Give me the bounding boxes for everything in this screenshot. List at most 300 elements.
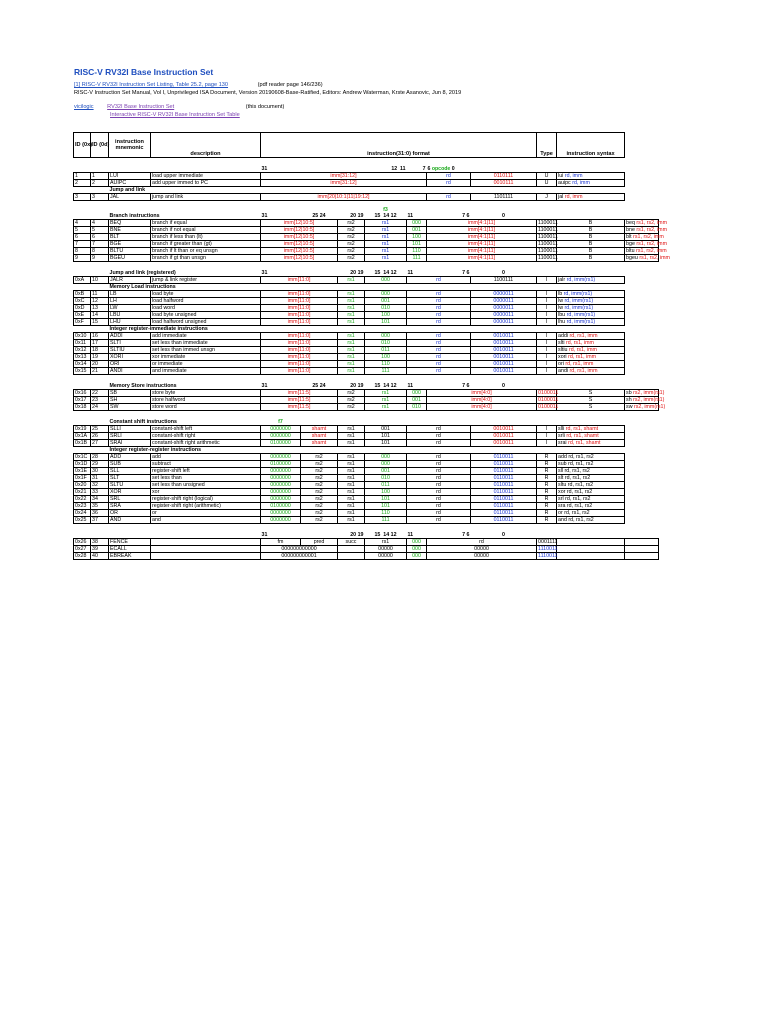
bit-20-19: 20 19 bbox=[350, 532, 364, 538]
syntax-args: rd, rs1, shamt bbox=[568, 440, 601, 446]
row-jalr bbox=[74, 277, 659, 284]
syntax-args: rd, rs1, rs2 bbox=[567, 482, 594, 488]
cell-description: set less than immediate bbox=[151, 340, 261, 347]
cell-rs1: rs1 bbox=[365, 539, 407, 546]
cell-f3: 101 bbox=[365, 496, 407, 503]
syntax-args: rd, rs1, rs2 bbox=[568, 517, 594, 523]
cell-rs1: rs1 bbox=[338, 433, 365, 440]
cell-f3: 001 bbox=[365, 298, 407, 305]
bit-15: 15 bbox=[374, 270, 381, 276]
row-intreg bbox=[74, 482, 659, 489]
cell-description: subtract bbox=[151, 461, 261, 468]
cell-syntax bbox=[625, 553, 659, 560]
cell-description: branch if greater than (gt) bbox=[151, 241, 261, 248]
cell-syntax bbox=[557, 517, 625, 524]
cell-id-hex: 4 bbox=[74, 220, 91, 227]
cell-opcode: 0000011 bbox=[471, 305, 537, 312]
cell-rd: rd bbox=[407, 517, 471, 524]
cell-syntax bbox=[557, 319, 625, 326]
cell-type: S bbox=[557, 404, 625, 411]
cell-mnemonic: SLL bbox=[109, 468, 151, 475]
listing-link[interactable]: [1] RISC-V RV32I Instruction Set Listing, Table 25.2, page 130 bbox=[74, 82, 229, 88]
bit-20-19: 20 19 bbox=[350, 270, 364, 276]
syntax-args: rs1, rs2, imm bbox=[636, 220, 667, 226]
cell-opcode: 1101111 bbox=[471, 194, 537, 201]
syntax-mnemonic: andi bbox=[558, 368, 569, 374]
cell-type: I bbox=[537, 333, 557, 340]
cell-mnemonic: XORI bbox=[109, 354, 151, 361]
cell-rs1: rs1 bbox=[338, 454, 365, 461]
bit-7-6: 7 6 bbox=[462, 383, 470, 389]
cell-description: branch if gt than unsgn bbox=[151, 255, 261, 262]
bit-11: 11 bbox=[407, 532, 414, 538]
cell-f3: 000 bbox=[365, 277, 407, 284]
cell-id-hex: 0x17 bbox=[74, 397, 91, 404]
cell-rs2: rs2 bbox=[338, 241, 365, 248]
cell-id-hex: 0xD bbox=[74, 305, 91, 312]
cell-id-hex: 9 bbox=[74, 255, 91, 262]
cell-type: I bbox=[537, 426, 557, 433]
bitrow-utype bbox=[74, 158, 659, 173]
cell-f3: 101 bbox=[365, 319, 407, 326]
cell-rs1: rs1 bbox=[338, 340, 365, 347]
cell-id-dec: 5 bbox=[91, 227, 109, 234]
cell-mnemonic: SRL bbox=[109, 496, 151, 503]
bit-11: 11 bbox=[400, 166, 406, 172]
cell-f7: 0100000 bbox=[261, 503, 301, 510]
cell-f3: 111 bbox=[365, 517, 407, 524]
cell-opcode: 0110011 bbox=[471, 482, 537, 489]
cell-type: I bbox=[537, 347, 557, 354]
cell-description: branch if less than (lt) bbox=[151, 234, 261, 241]
cell-f3: 000 bbox=[407, 539, 427, 546]
syntax-args: rs2, imm(rs1) bbox=[634, 404, 666, 410]
bit-14-12: 14 12 bbox=[383, 270, 397, 276]
cell-f7: 0000000 bbox=[261, 454, 301, 461]
cell-type: R bbox=[537, 517, 557, 524]
cell-syntax bbox=[557, 361, 625, 368]
cell-imm: imm[11:0] bbox=[261, 312, 338, 319]
bit-15-12 bbox=[365, 262, 407, 277]
cell-description: load upper immediate bbox=[151, 173, 261, 180]
cell-mnemonic: EBREAK bbox=[109, 553, 151, 560]
cell-imm-high: imm[12|10:5] bbox=[261, 227, 338, 234]
cell-syntax bbox=[557, 180, 625, 187]
cell-fm: fm bbox=[261, 539, 301, 546]
syntax-args: rs1, rs2, imm bbox=[633, 234, 664, 240]
cell-type: I bbox=[537, 277, 557, 284]
cell-f3: 011 bbox=[365, 347, 407, 354]
syntax-args: rd, imm(rs1) bbox=[566, 312, 596, 318]
cell-description: branch if equal bbox=[151, 220, 261, 227]
cell-syntax bbox=[557, 468, 625, 475]
cell-rs1: rs1 bbox=[338, 426, 365, 433]
cell-mnemonic: JAL bbox=[109, 194, 151, 201]
f7-label: f7 bbox=[278, 419, 283, 425]
row-load bbox=[74, 305, 659, 312]
cell-rs2: rs2 bbox=[301, 489, 338, 496]
syntax-mnemonic: xor bbox=[558, 489, 566, 495]
cell-id-dec: 33 bbox=[91, 489, 109, 496]
cell-f3: 001 bbox=[407, 227, 427, 234]
cell-mnemonic: ORI bbox=[109, 361, 151, 368]
cell-rd: rd bbox=[407, 482, 471, 489]
cell-imm: imm[31:12] bbox=[261, 180, 427, 187]
cell-id-hex: 0x15 bbox=[74, 368, 91, 375]
cell-rs1: rs1 bbox=[365, 220, 407, 227]
cell-description: load byte unsigned bbox=[151, 312, 261, 319]
cell-id-hex: 0x26 bbox=[74, 539, 91, 546]
cell-shamt: shamt bbox=[301, 433, 338, 440]
cell-imm-high: imm[12|10:5] bbox=[261, 241, 338, 248]
cell-f3: 101 bbox=[365, 440, 407, 447]
bit-20-19: 20 19 bbox=[350, 383, 364, 389]
cell-imm-low: imm[4:0] bbox=[427, 390, 537, 397]
syntax-mnemonic: jalr bbox=[558, 277, 566, 283]
cell-rd: rd bbox=[407, 354, 471, 361]
cell-id-hex: 0xE bbox=[74, 312, 91, 319]
cell-id-hex: 0x27 bbox=[74, 546, 91, 553]
cell-rd: rd bbox=[407, 433, 471, 440]
syntax-mnemonic: add bbox=[558, 454, 567, 460]
cell-mnemonic: SW bbox=[109, 404, 151, 411]
syntax-args: rd, rs1, rs2 bbox=[564, 475, 591, 481]
cell-f3: 000 bbox=[365, 461, 407, 468]
cell-rs1: rs1 bbox=[365, 241, 407, 248]
cell-description: add upper immed to PC bbox=[151, 180, 261, 187]
cell-description: set less than immed unsgn bbox=[151, 347, 261, 354]
header-syntax: instruction syntax bbox=[557, 133, 625, 158]
cell-id-dec: 6 bbox=[91, 234, 109, 241]
cell-type: I bbox=[537, 305, 557, 312]
syntax-args: rd, imm(rs1) bbox=[566, 277, 596, 283]
row-branch bbox=[74, 241, 659, 248]
cell-rs1: rs1 bbox=[365, 390, 407, 397]
cell-imm: 000000000000 bbox=[261, 546, 338, 553]
cell-id-hex: 0xB bbox=[74, 291, 91, 298]
cell-imm: imm[11:0] bbox=[261, 340, 338, 347]
cell-rd: rd bbox=[407, 298, 471, 305]
syntax-mnemonic: and bbox=[558, 517, 567, 523]
row-shift bbox=[74, 433, 659, 440]
section-store: Memory Store instructions bbox=[109, 383, 177, 389]
syntax-mnemonic: bltu bbox=[626, 248, 635, 254]
cell-id-dec: 35 bbox=[91, 503, 109, 510]
cell-type: I bbox=[537, 361, 557, 368]
cell-rs1: rs1 bbox=[338, 475, 365, 482]
cell-description: register-shift right (logical) bbox=[151, 496, 261, 503]
bit-7-6: 7 6 bbox=[462, 532, 470, 538]
syntax-args: rd, rs1, imm bbox=[569, 333, 598, 339]
cell-mnemonic: LBU bbox=[109, 312, 151, 319]
cell-opcode: 0010011 bbox=[471, 368, 537, 375]
bit-25-24: 25 24 bbox=[312, 213, 326, 219]
syntax-args: rd, rs1, rs2 bbox=[564, 510, 590, 516]
cell-f3: 100 bbox=[365, 489, 407, 496]
cell-f3: 010 bbox=[365, 305, 407, 312]
cell-mnemonic: ECALL bbox=[109, 546, 151, 553]
cell-succ: succ bbox=[338, 539, 365, 546]
cell-opcode: 0010011 bbox=[471, 426, 537, 433]
row-load bbox=[74, 291, 659, 298]
syntax-mnemonic: lw bbox=[558, 298, 564, 304]
cell-mnemonic: SRAI bbox=[109, 440, 151, 447]
row-jal bbox=[74, 194, 659, 201]
section-jump-link bbox=[74, 187, 659, 194]
cell-opcode: 0100011 bbox=[538, 390, 559, 396]
cell-id-dec: 15 bbox=[91, 319, 109, 326]
cell-rs1: rs1 bbox=[365, 255, 407, 262]
header-format: instruction(31:0) format bbox=[261, 133, 537, 158]
cell-f7: 0000000 bbox=[261, 510, 301, 517]
cell-id-hex: 6 bbox=[74, 234, 91, 241]
cell-description: constant-shift right arithmetic bbox=[151, 440, 261, 447]
cell-syntax bbox=[557, 340, 625, 347]
cell-syntax bbox=[557, 277, 625, 284]
cell-syntax bbox=[557, 291, 625, 298]
table-link-note: (this document) bbox=[245, 104, 285, 110]
cell-id-hex: 2 bbox=[74, 180, 91, 187]
row-intreg bbox=[74, 475, 659, 482]
cell-description: branch if not equal bbox=[151, 227, 261, 234]
listing-page-note: (pdf reader page 146/236) bbox=[257, 82, 323, 88]
cell-type: R bbox=[537, 461, 557, 468]
bit-0: 0 bbox=[502, 383, 505, 389]
cell-syntax bbox=[557, 440, 625, 447]
cell-f3: 101 bbox=[407, 241, 427, 248]
cell-id-dec: 2 bbox=[91, 180, 109, 187]
syntax-args: rd, imm bbox=[572, 180, 590, 186]
row-intreg bbox=[74, 510, 659, 517]
cell-description: jump and link bbox=[151, 194, 261, 201]
row-load bbox=[74, 312, 659, 319]
cell-rd: rd bbox=[407, 426, 471, 433]
cell-syntax bbox=[557, 510, 625, 517]
cell-type: B bbox=[557, 234, 625, 241]
cell-type bbox=[557, 546, 625, 553]
cell-id-dec: 40 bbox=[91, 553, 109, 560]
cell-description: add bbox=[151, 454, 261, 461]
cell-rs1: rs1 bbox=[338, 291, 365, 298]
cell-id-hex: 0x24 bbox=[74, 510, 91, 517]
cell-description: store word bbox=[151, 404, 261, 411]
cell-syntax bbox=[625, 255, 670, 262]
bit-0: 0 bbox=[502, 532, 505, 538]
cell-imm-high: imm[11:5] bbox=[261, 390, 338, 397]
cell-imm-high: imm[12|10:5] bbox=[261, 248, 338, 255]
section-shift: Constant shift instructions bbox=[109, 419, 177, 425]
row-branch bbox=[74, 248, 659, 255]
row-intreg bbox=[74, 489, 659, 496]
syntax-mnemonic: sltu bbox=[558, 482, 567, 488]
cell-imm-low: imm[4:1|11] bbox=[427, 255, 537, 262]
cell-rd: rd bbox=[407, 496, 471, 503]
syntax-args: rd, rs1, imm bbox=[569, 368, 598, 374]
cell-description: xor immediate bbox=[151, 354, 261, 361]
cell-f7: 0100000 bbox=[261, 461, 301, 468]
cell-rs1: rs1 bbox=[338, 361, 365, 368]
syntax-args: rd, imm(rs1) bbox=[564, 298, 594, 304]
bit-31: 31 bbox=[261, 166, 268, 172]
syntax-mnemonic: auipc bbox=[558, 180, 571, 186]
cell-mnemonic: BLT bbox=[109, 234, 151, 241]
bit-15: 15 bbox=[374, 532, 381, 538]
header-id-hex: ID (0x) bbox=[74, 133, 91, 158]
bit-25-24: 25 24 bbox=[312, 383, 326, 389]
cell-id-hex: 0x1C bbox=[74, 454, 91, 461]
cell-f3: 010 bbox=[365, 475, 407, 482]
cell-opcode: 0010011 bbox=[471, 333, 537, 340]
cell-id-hex: 0x1A bbox=[74, 433, 91, 440]
cell-description: jump & link register bbox=[151, 277, 261, 284]
cell-f3: 100 bbox=[407, 234, 427, 241]
cell-rd: rd bbox=[407, 312, 471, 319]
reference-line-1 bbox=[74, 82, 323, 88]
vicilogic-link[interactable]: vicilogic bbox=[74, 104, 94, 110]
cell-mnemonic: SH bbox=[109, 397, 151, 404]
syntax-args: rd, imm(rs1) bbox=[566, 319, 596, 325]
syntax-mnemonic: lui bbox=[558, 173, 564, 179]
cell-type: I bbox=[537, 319, 557, 326]
cell-opcode: 0110011 bbox=[471, 475, 537, 482]
row-branch bbox=[74, 234, 659, 241]
cell-syntax bbox=[557, 503, 625, 510]
bitrow-sys bbox=[74, 524, 659, 539]
cell-description bbox=[151, 553, 261, 560]
section-int-imm bbox=[74, 326, 659, 333]
cell-id-hex: 0x18 bbox=[74, 404, 91, 411]
section-title: Memory Load instructions bbox=[109, 284, 176, 290]
cell-description: constant-shift left bbox=[151, 426, 261, 433]
row-lui bbox=[74, 173, 659, 180]
cell-id-hex: 0x19 bbox=[74, 426, 91, 433]
cell-opcode: 0110011 bbox=[471, 461, 537, 468]
cell-id-hex: 0x23 bbox=[74, 503, 91, 510]
cell-description: and immediate bbox=[151, 368, 261, 375]
row-system bbox=[74, 539, 659, 546]
header-mnemonic: instruction mnemonic bbox=[109, 133, 151, 158]
cell-id-dec: 10 bbox=[91, 277, 109, 284]
syntax-args: rd, rs1, rs2 bbox=[568, 454, 594, 460]
syntax-args: rd, rs1, rs2 bbox=[566, 489, 593, 495]
table-link[interactable]: RV32I Base Instruction Set bbox=[107, 104, 175, 110]
cell-syntax bbox=[557, 347, 625, 354]
section-branch: Branch instructions bbox=[109, 213, 160, 219]
cell-id-hex: 0x1B bbox=[74, 440, 91, 447]
cell-syntax bbox=[625, 539, 659, 546]
cell-rs1: rs1 bbox=[338, 482, 365, 489]
interactive-link[interactable] bbox=[110, 112, 240, 118]
table-header bbox=[74, 133, 659, 158]
bit-15: 15 bbox=[374, 213, 381, 219]
cell-id-dec: 23 bbox=[91, 397, 109, 404]
cell-type: R bbox=[537, 468, 557, 475]
cell-rd: rd bbox=[407, 454, 471, 461]
cell-mnemonic: LW bbox=[109, 305, 151, 312]
cell-rd: rd bbox=[407, 503, 471, 510]
bit-31: 31 bbox=[261, 383, 268, 389]
cell-imm: imm[11:0] bbox=[261, 298, 338, 305]
cell-id-dec: 28 bbox=[91, 454, 109, 461]
syntax-args: rd, imm(rs1) bbox=[564, 305, 594, 311]
syntax-args: rd, rs1, imm bbox=[565, 361, 594, 367]
cell-rs2: rs2 bbox=[301, 475, 338, 482]
cell-description: xor bbox=[151, 489, 261, 496]
cell-syntax bbox=[557, 173, 625, 180]
cell-mnemonic: SLLI bbox=[109, 426, 151, 433]
cell-shamt: shamt bbox=[301, 440, 338, 447]
cell-rs2: rs2 bbox=[301, 454, 338, 461]
header-description: description bbox=[151, 133, 261, 158]
cell-rs2: rs2 bbox=[338, 255, 365, 262]
bit-31: 31 bbox=[261, 270, 268, 276]
row-intimm bbox=[74, 361, 659, 368]
cell-id-dec: 7 bbox=[91, 241, 109, 248]
cell-type: I bbox=[537, 433, 557, 440]
cell-id-hex: 0x1D bbox=[74, 461, 91, 468]
cell-empty bbox=[338, 553, 365, 560]
cell-rs2: rs2 bbox=[338, 227, 365, 234]
cell-rs1: rs1 bbox=[338, 298, 365, 305]
row-intreg bbox=[74, 468, 659, 475]
cell-imm: imm[20|10:1|11|19:12] bbox=[261, 194, 427, 201]
cell-type: I bbox=[537, 340, 557, 347]
cell-type: U bbox=[537, 180, 557, 187]
row-auipc bbox=[74, 180, 659, 187]
cell-imm: imm[11:0] bbox=[261, 291, 338, 298]
cell-imm: imm[11:0] bbox=[261, 305, 338, 312]
cell-syntax bbox=[557, 475, 625, 482]
cell-syntax bbox=[625, 248, 667, 255]
cell-mnemonic: SRLI bbox=[109, 433, 151, 440]
cell-id-hex: 0x28 bbox=[74, 553, 91, 560]
row-intimm bbox=[74, 347, 659, 354]
cell-rs1: rs1 bbox=[338, 319, 365, 326]
cell-id-dec: 1 bbox=[91, 173, 109, 180]
cell-syntax bbox=[557, 354, 625, 361]
cell-type: R bbox=[537, 482, 557, 489]
cell-opcode: 0000011 bbox=[471, 312, 537, 319]
cell-imm: imm[11:0] bbox=[261, 347, 338, 354]
cell-rd: 00000 bbox=[427, 546, 537, 553]
cell-id-hex: 7 bbox=[74, 241, 91, 248]
bit-12: 12 bbox=[391, 166, 398, 172]
syntax-mnemonic: ori bbox=[558, 361, 564, 367]
cell-rs1: rs1 bbox=[338, 277, 365, 284]
interactive-link-text[interactable]: Interactive RISC-V RV32I Base Instruction Set Table bbox=[110, 112, 240, 118]
cell-mnemonic: FENCE bbox=[109, 539, 151, 546]
cell-id-hex: 0x1F bbox=[74, 475, 91, 482]
cell-rd: rd bbox=[407, 468, 471, 475]
cell-id-hex: 0x12 bbox=[74, 347, 91, 354]
cell-id-dec: 39 bbox=[91, 546, 109, 553]
cell-mnemonic: SB bbox=[109, 390, 151, 397]
cell-mnemonic: BGEU bbox=[109, 255, 151, 262]
cell-f3: 000 bbox=[365, 291, 407, 298]
cell-rs2: rs2 bbox=[338, 397, 365, 404]
store-rows bbox=[74, 390, 666, 411]
cell-opcode: 0110011 bbox=[471, 503, 537, 510]
cell-id-dec: 20 bbox=[91, 361, 109, 368]
cell-rs2: rs2 bbox=[301, 482, 338, 489]
cell-id-dec: 14 bbox=[91, 312, 109, 319]
cell-type: I bbox=[537, 354, 557, 361]
cell-type: I bbox=[537, 368, 557, 375]
syntax-mnemonic: lhu bbox=[558, 319, 566, 325]
cell-id-dec: 30 bbox=[91, 468, 109, 475]
cell-rd: rd bbox=[407, 319, 471, 326]
cell-description bbox=[151, 539, 261, 546]
